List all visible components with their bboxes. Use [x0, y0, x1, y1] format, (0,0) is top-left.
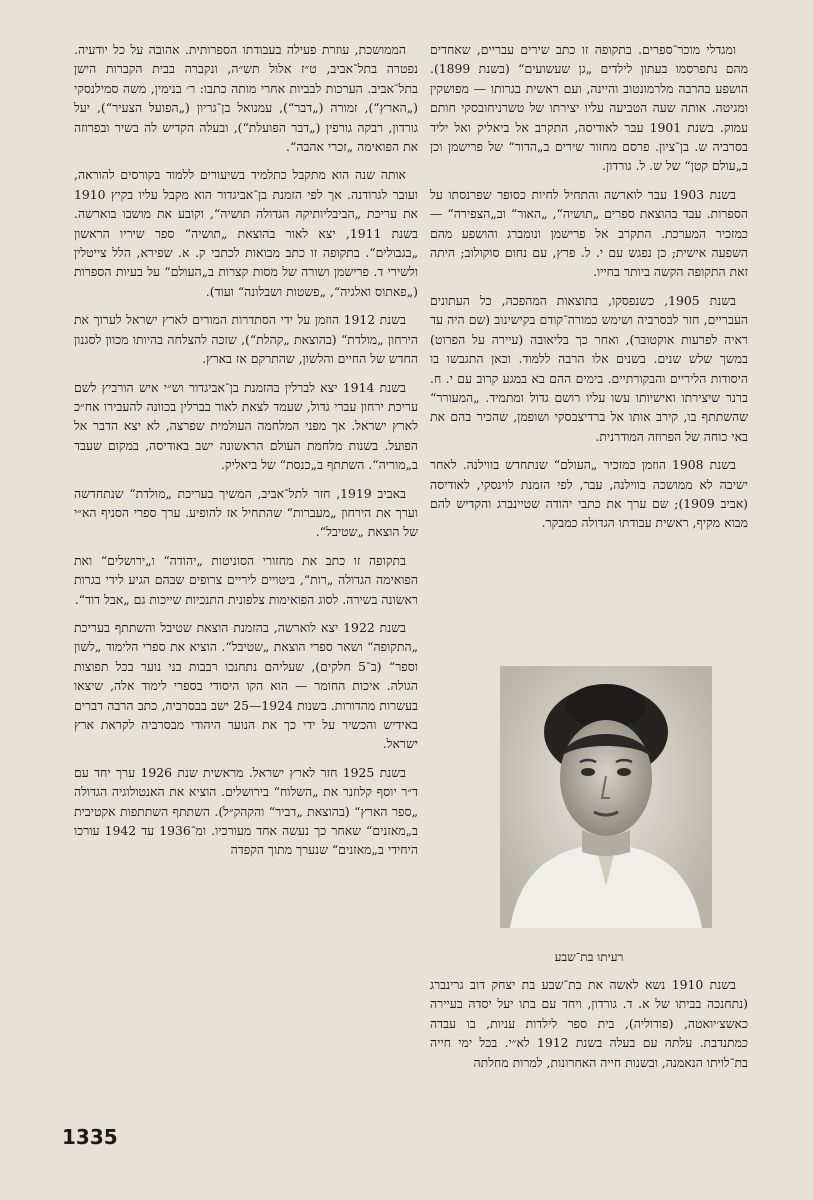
- right-column: [430, 40, 748, 542]
- right-column-bottom: [430, 975, 748, 1081]
- paragraph: בשנת 1914 יצא לברלין בהזמנת בן־אביגדור וש״י איש הורביץ לשם עריכת ירחון עברי גדול, שעמד לצאת לאור בברלין בכוונה להעבירו אח״כ לארץ ישראל. אך מפני המלחמה העולמית שפרצה, לא יצא הדבר אל הפועל. בשנות מלחמת העולם הראשונה ישב באודיסה, במקום שעבד ב„מוריה“. השתתף ב„כנסת“ של ביאליק.: [74, 379, 418, 473]
- paragraph: ומגדלי מוכר־ספרים. בתקופה זו כתב שירים עבריים, שאחדים מהם נתפרסמו בעתון לילדים „גן שעשועים“ (בשנת 1899). הושפע בהרבה מלרמונטוב והיינה, ועם ראשית בגרותו — מפושקין ומגיטה. אותה שעה הטביעה עליו יצירתו של טשרניחובסקי חותם עמוק. בשנת 1901 עבר לאודיסה, התקרב אל ביאליק ואל יליד בסרביה ש. בן־ציון. פרסם מחזור שירים ב„הדור“ של פרישמן וכן ב„עולם קטן“ של ש. ל. גורדון.: [430, 42, 748, 174]
- left-column: [74, 40, 418, 869]
- paragraph: הממושכת, עוזרת פעילה בעבודתו הספרותית. אהובה על כל יודעיה. נפטרה בתל־אביב, ט״ז אלול תש״ה, ונקברה בבית הקברות הישן בתל־אביב. הערכות לבביות אחרי מותה כתבו: ר׳ בנימין, משה סמילנסקי („הארץ“), זמורה („דבר“), עמנואל בן־גריון („הפועל הצעיר“), יעל גורדון, רבקה גורפין („דבר הפועלת“), ובעלה הקדיש לה בשיר ובפרוזה את הפואימה „זכרי אהבה“.: [74, 42, 418, 155]
- paragraph: בשנת 1903 עבר לוארשה והתחיל לחיות כסופר שפרנסתו על הספרות. עבד בהוצאת ספרים „תושיה“, „האור“ וב„הצפירה“ — כמזכיר המערכת. התקרב אל פרישמן ונומברג והושפע מהם השפעה אישית; כן נפגש עם י. ל. פרץ, עם נחום סוקולוב; היתה זאת התקופה הקשה ביותר בחייו.: [430, 186, 748, 280]
- paragraph: אותה שנה הוא מתקבל כתלמיד בשיעורים ללמוד בקורסים להוראה, ועובר לגרודנה. אך לפי הזמנת בן־אביגדור הוא מקבל עליו בקיץ 1910 את עריכת „הביבליותיקה הגדולה תושיה“, וקובע את מושבו בוארשה. בשנת 1911, יצא לאור בהוצאת „תושיה“ ספר שיריו הראשון „בגבולים“. בתקופה זו כתב מבואות לכתבי ק. א. שפירא, הלל צייטלין ולשירי ד. פרישמן ושורה של מסות קצרות ב„העולם“ על בעיות הספרות („פאתוס ואלגיה“, „פשטות ושבלונה“ ועוד).: [74, 167, 418, 299]
- paragraph: בשנת 1922 יצא לוארשה, בהזמנת הוצאת שטיבל והשתתף בעריכת „התקופה“ ושאר ספרי הוצאת „שטיבל“. הוציא את ספרי הלימוד „לשון וספר“ (ב־5 חלקים), שעליהם נתחנכו רבבות בני נוער בכל תפוצות הגולה. איכות החומר — הוא הקו היסודי בספרי לימוד אלה, שיצאו בעשרות מהדורות. בשנות 1924—25 ישב בבסרביה, כתב הרבה דברים באידיש והכשיר על ידי כך את הנוער היהודי מבסרביה לקראת ארץ ישראל.: [74, 619, 419, 752]
- photo-caption: רעיתו בת־שבע: [554, 950, 624, 964]
- portrait-photo: [500, 666, 712, 928]
- paragraph: באביב 1919, חזר לתל־אביב, המשיך בעריכת „מולדת“ שנתחדשה וערך את הירחון „מעברות“ שהתחיל אז להופיע. ערך ספרי הסניף הא״י של הוצאת „שטיבל“.: [74, 485, 418, 540]
- paragraph: בשנת 1912 הוזמן על ידי הסתדרות המורים לארץ ישראל לערוך את הירחון „מולדת“ (בהוצאת „קהלת“), שזכה להצלחה בהיותו מכוון לסגנון החדש של החיים והלשון, שהתרקם אז בארץ.: [74, 312, 418, 367]
- paragraph: בשנת 1905, כשנפסקו, בתוצאות המהפכה, כל העתונים העבריים, חזר לבסרביה ושימש כמורה־קודם בקישינוב (שם היה עד ראיה לפרעות אוקטובר), ואחר כך בליאובה (עיירה על הפרוט) במשך שלש שנים. בשנים אלו הרבה ללמוד. וכאן התגבשו בו היסודות הליריים והבקורתיים. בימים ההם בא במגע קרוב עם י. ח. ברנר שיצירתו ואישיותו עשו עליו רושם גדול ומתמיד. „המעורר“ שהשתתף בו, קירב אותו אל ברדיצבסקי ושופמן, שהכיר בהם את באי כוחה של הפרוזה המודרנית.: [430, 292, 748, 444]
- paragraph: בשנת 1925 חזר לארץ ישראל. מראשית שנת 1926 ערך יחד עם ד״ר יוסף קלוזנר את „השלוח“ בירושלים. הוציא את האנטולוגיה הגדולה „ספר הארץ“ (בהוצאת „דביר“ והקהק״ל). השתתף השתתפות אקטיבית ב„מאזנים“ שאחר כך נעשה אחד מעורכיו. ומ־1936 עד 1942 עורכו היחידי ב„מאזנים“ שנערך מתוך הקפדה: [74, 764, 418, 858]
- page-number: 1335: [62, 1125, 118, 1149]
- paragraph: בשנת 1908 הוזמן כמזכיר „העולם“ שנתחדש בווילנה. לאחר ישיבה לא ממושכה בווילנה, עבר, לפי הזמנת לוינסקי, לאודיסה (אביב 1909); שם ערך את כתבי יהודה שטיינברג והקדיש להם מבוא מקיף, ראשית עבודתו הגדולה כמבקר.: [430, 457, 748, 531]
- paragraph: בשנת 1910 נשא לאשה את בת־שבע בת יצחק דוב גרינברג (נתחנכה בביתו של א. ד. גורדון, ויחד עם בתו יעל יסדה בעיירה כאשצ׳יואטה, (פודוליה), בית ספר לילדות עניות, בו עבדה כמתנדבת. עלתה עם בעלה בשנת 1912 לא״י. בכל ימי חייה בת־לויתו הנאמנה, ובשנות חייה האחרונות, למרות מחלתה: [430, 977, 748, 1070]
- paragraph: בתקופה זו כתב את מחזורי הסוניטות „יהודה“ ו„ירושלים“ ואת הפואימה הגדולה „רות“, ביטויים ליריים צרופים שבהם הגיע לידי בגרות ראשונה בשירה. לסוג הפואימות צלפונית התנכיות שייכות גם „אבל דוד“.: [74, 552, 418, 607]
